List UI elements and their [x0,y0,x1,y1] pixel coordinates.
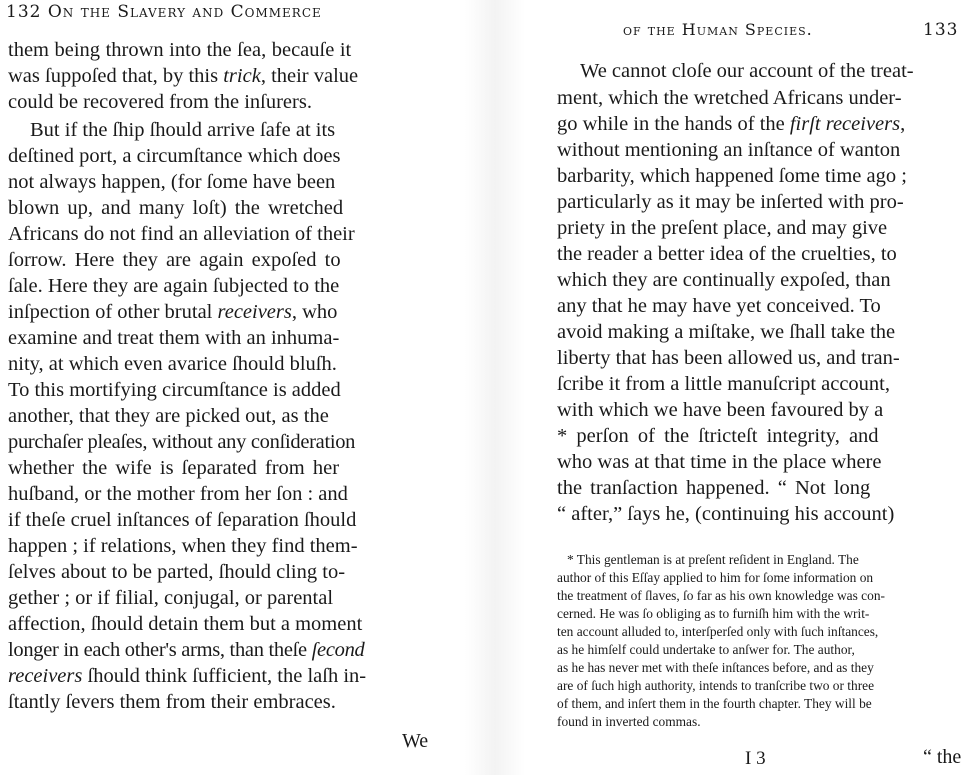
left-line-text: , who [291,301,338,323]
right-running-head-title: of the Human Species. [623,20,813,39]
left-line-italic: receivers [8,665,83,687]
left-line: affection, ſhould detain them but a moment [8,613,363,635]
left-line: ſtantly ſevers them from their embraces. [8,691,336,713]
right-line: liberty that has been allowed us, and tran- [557,347,900,369]
left-line: purchaſer pleaſes, without any conſideration [8,431,356,453]
right-line-text: go while in the hands of the [557,113,790,135]
right-line-text: , [900,113,906,135]
left-line-text: ſhould think ſufficient, the laſh in- [82,665,367,687]
right-line: We cannot cloſe our account of the treat- [580,60,914,82]
book-gutter [465,0,525,775]
right-line: the tranſaction happened. “ Not long [557,477,871,499]
left-line [8,663,366,689]
right-line: which they are continually expoſed, than [557,269,891,291]
right-line: barbarity, which happened ſome time ago ; [557,165,907,187]
left-line: But if the ſhip ſhould arrive ſafe at its [30,119,336,141]
footnote-line: are of ſuch high authority, intends to tranſcribe two or three [557,678,875,693]
left-line: could be recovered from the inſurers. [8,91,312,113]
right-line: ſcribe it from a little manuſcript account, [557,373,891,395]
right-line: priety in the preſent place, and may give [557,217,888,239]
signature-mark: I 3 [745,748,766,769]
footnote-line: * This gentleman is at preſent reſident in England. The [567,552,859,567]
left-line-italic: receivers [217,301,292,323]
right-page-number: 133 [923,20,959,40]
left-line: nity, at which even avarice ſhould bluſh. [8,353,337,375]
right-line [557,111,905,137]
right-line-italic: firſt receivers [789,113,901,135]
right-line: particularly as it may be inſerted with pro- [557,191,904,213]
left-line: gether ; or if filial, conjugal, or parental [8,587,334,609]
right-line: with which we have been favoured by a [557,399,884,421]
footnote-line: found in inverted commas. [557,714,701,729]
right-line: “ after,” ſays he, (continuing his account) [557,503,895,525]
left-page-number: 132 [6,2,42,22]
left-line-italic: ſecond [311,639,365,661]
left-line: ſelves about to be parted, ſhould cling to- [8,561,346,583]
right-line: the reader a better idea of the cruelties, to [557,243,897,265]
left-line: if theſe cruel inſtances of ſeparation ſhould [8,509,357,531]
left-line [8,637,364,663]
left-running-head-title: On the Slavery and Commerce [47,2,322,22]
right-line: avoid making a miſtake, we ſhall take the [557,321,896,343]
left-line: another, that they are picked out, as the [8,405,329,427]
left-line: whether the wife is ſeparated from her [8,457,340,479]
footnote-line: of them, and inſert them in the fourth chapter. They will be [557,696,872,711]
left-line: blown up, and many loſt) the wretched [8,197,344,219]
left-line: them being thrown into the ſea, becauſe it [8,39,352,61]
footnote-line: as he has never met with theſe inſtances before, and as they [557,660,874,675]
left-catchword: We [402,730,429,752]
left-line: To this mortifying circumſtance is added [8,379,341,401]
left-line: happen ; if relations, when they find them- [8,535,358,557]
right-line: ment, which the wretched Africans under- [557,87,902,109]
footnote-line: author of this Eſſay applied to him for ſome information on [557,570,874,585]
left-line-text: , their value [260,65,359,87]
left-line: Africans do not find an alleviation of their [8,223,355,245]
left-line: not always happen, (for ſome have been [8,171,336,193]
left-line: huſband, or the mother from her ſon : and [8,483,348,505]
left-line: ſorrow. Here they are again expoſed to [8,249,341,271]
left-line-text: was ſuppoſed that, by this [8,65,224,87]
left-line: ſale. Here they are again ſubjected to the [8,275,340,297]
left-running-head [6,2,322,22]
left-line [8,299,337,325]
footnote-line: cerned. He was ſo obliging as to furniſh him with the writ- [557,606,870,621]
left-line: deſtined port, a circumſtance which does [8,145,341,167]
left-line: examine and treat them with an inhuma- [8,327,340,349]
right-line: any that he may have yet conceived. To [557,295,881,317]
right-catchword: “ the [923,746,962,768]
footnote-line: as he himſelf could undertake to anſwer for. The author, [557,642,855,657]
left-line [8,63,358,89]
right-line: who was at that time in the place where [557,451,882,473]
right-page [545,0,975,775]
right-line: * perſon of the ſtricteſt integrity, and [557,425,879,447]
left-line-text: longer in each other's arms, than theſe [8,639,312,661]
footnote-line: the treatment of ſlaves, ſo far as his own knowledge was con- [557,588,885,603]
right-line: without mentioning an inſtance of wanton [557,139,901,161]
footnote-line: ten account alluded to, interſperſed only with ſuch inſtances, [557,624,879,639]
left-line-italic: trick [223,65,261,87]
left-page [0,0,440,775]
left-line-text: inſpection of other brutal [8,301,218,323]
